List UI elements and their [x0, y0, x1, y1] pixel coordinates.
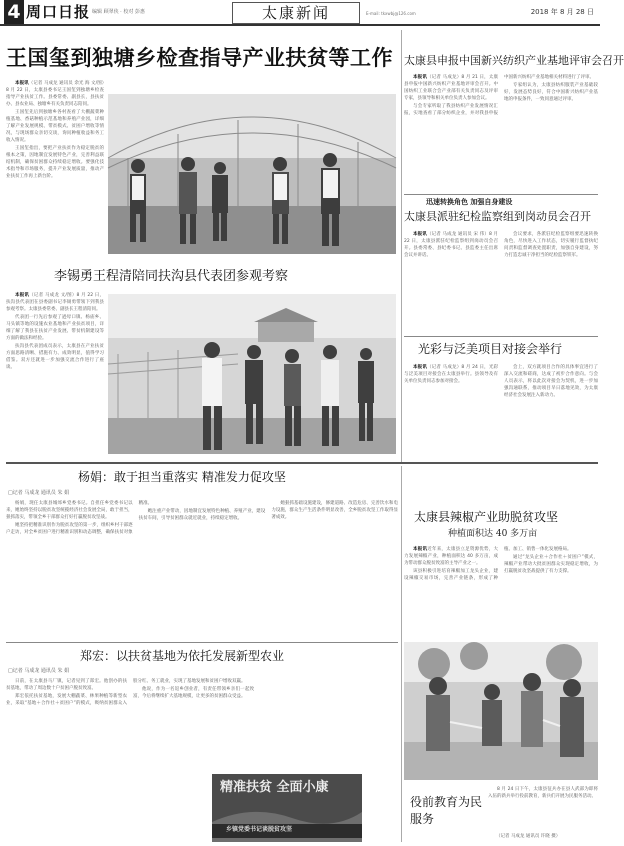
story-7-byline: □记者 马成龙 通讯员 朱 娟 — [8, 668, 70, 674]
story-9-headline: 役前教育为民服务 — [410, 795, 483, 826]
banner-subtitle: 乡镇党委书记谈脱贫攻坚 — [226, 826, 293, 833]
masthead — [0, 0, 600, 26]
story-2-byline: 本报讯 — [15, 293, 30, 298]
story-9-photo-recruits-service — [404, 642, 598, 780]
story-8-byline: 本报讯 — [413, 547, 428, 552]
newspaper-name: 周口日报 — [26, 3, 91, 21]
divider — [404, 194, 598, 195]
editor-credits: 编辑 顾翠侠 · 校对 彭惠 — [92, 9, 145, 15]
section-title: 太康新闻 — [232, 2, 360, 24]
story-4-body: 本报讯（记者 马成龙 通讯员 宋 伟）8 月 22 日，太康县派驻纪检监察组到岗动员会召开。县委常委、县纪委书记、县监委主任出席会议并讲话。 会议要求，各派驻纪检监察组要迅速转换角色，尽快进入工作状态，切实履行监督执纪问责和监督调查处置职责，加强自身建设，努力打造忠诚干净担当的纪检监察铁军。 — [404, 232, 598, 258]
story-6-byline: □记者 马成龙 通讯员 朱 娟 — [8, 490, 70, 496]
story-2-headline: 李锡勇王程清陪同扶沟县代表团参观考察 — [54, 269, 289, 284]
page-number: 4 — [4, 0, 24, 24]
story-4-kicker: 迅速转换角色 加强自身建设 — [426, 198, 513, 206]
story-8-body: 本报讯近年来，太康县立足资源优势，大力发展辣椒产业，种植面积达 40 多万亩，成为带动群众脱贫致富的主导产业之一。 该县积极引进培育辣椒加工龙头企业，建设辣椒交易市场，完善产业链条，形成了种植、加工、销售一体化发展格局。 通过“龙头企业＋合作社＋贫困户”模式，辣椒产业带动大批贫困群众实现稳定增收，为打赢脱贫攻坚战提供了有力支撑。 — [404, 547, 598, 581]
lead-byline: 本报讯 — [15, 81, 29, 86]
story-5-byline: 本报讯 — [413, 365, 428, 370]
divider — [6, 462, 598, 464]
story-9-caption: 8 月 24 日下午，太康县征兵办在县人武部为即将入伍的新兵举行役前教育，新兵们开展为民服务活动。 — [488, 787, 598, 799]
contact-email: E-mail: tkxwbj@126.com — [366, 11, 416, 16]
divider — [404, 336, 598, 337]
story-8-subhead: 种植面积达 40 多万亩 — [448, 529, 538, 539]
story-2-body: 本报讯（记者 马成龙 文/图）8 月 22 日，扶沟县代表团在县委副书记李锡勇带领下到我县参观考察。太康县委常委、副县长王程清陪同。 代表团一行先后参观了逊母口镇、杨庙乡、马头镇等地的设施农业基地和产业扶贫项目，详细了解了我县在扶贫产业发展、带贫机制建设等方面的做法和经验。 扶沟县代表团成员表示，太康县在产业扶贫方面思路清晰、措施有力、成效明显，值得学习借鉴。双方还就进一步加强交流合作进行了座谈。 — [6, 293, 104, 370]
story-4-byline: 本报讯 — [413, 232, 427, 237]
lead-article-body: 本报讯（记者 马成龙 通讯员 余光 海 文/图）8 月 22 日，太康县委书记王国玺到独塘乡检查指导产业扶贫工作。县委常委、副县长，县扶贫办、县农业局、独塘乡有关负责同志陪同。 王国玺先后到独塘乡各村查看了大棚蔬菜种植基地、香菇种植示范基地和养殖产业园，详细了解产业发展规模、带贫模式、贫困户增收等情况，与现场群众亲切交谈，询问种植收益和务工收入情况。 王国玺指出，要把产业扶贫作为稳定脱贫的根本之策，因地制宜发展特色产业，完善利益联结机制，确保贫困群众持续稳定增收。要强化技术指导和市场服务，提升产业发展质量，推动产业扶贫工作再上新台阶。 — [6, 81, 105, 179]
column-divider — [401, 466, 402, 842]
divider — [6, 642, 398, 643]
story-3-body: 本报讯（记者 马成龙）8 月 21 日，太康县申报中国新兴纺织产业基地评审会召开。中国纺织工业联合会产业部有关负责同志及评审专家，县领导和相关单位负责人参加会议。 与会专家听取了我县纺织产业发展情况汇报，实地查看了部分纺织企业，并对我县申报中国新兴纺织产业基地相关材料进行了评审。 专家组认为，太康县纺织服装产业基础较好，发展态势良好，符合中国新兴纺织产业基地的申报条件，一致同意通过评审。 — [404, 75, 598, 116]
story-7-body: 日前，在太康县马厂镇，记者见到了郑宏。他创办的扶贫基地，带动了周边数十户贫困户脱贫致富。 郑宏依托扶贫基地，发展大棚蔬菜、林果种植等新型农业，采取“基地＋合作社＋贫困户”的模式，吸纳贫困群众入股分红、务工就业，实现了基地发展和贫困户增收双赢。 他说，作为一名返乡创业者，有责任带领乡亲们一起致富，今后将继续扩大基地规模，让更多的贫困群众受益。 — [6, 679, 254, 706]
story-6-body: 杨娟，现任太康县城郊乡党委书记。自担任乡党委书记以来，她始终坚持以脱贫攻坚统揽经济社会发展全局，敢于担当，狠抓落实，带领全乡干部群众打好打赢脱贫攻坚战。 她坚持把精准识别作为脱贫攻坚的第一步，组织乡村干部逐户走访，对全乡贫困户进行精准识别和动态调整，确保扶贫对象精准。 她注重产业带动，因地制宜发展特色种植、养殖产业，建设扶贫车间，引导贫困群众就近就业，持续稳定增收。 她狠抓基础设施建设，修建道路、改造危房、完善饮水和电力设施，群众生产生活条件明显改善，全乡脱贫攻坚工作取得显著成效。 — [6, 501, 398, 535]
story-3-byline: 本报讯 — [413, 75, 428, 80]
story-2-photo-delegation-visit — [108, 294, 396, 454]
story-8-headline: 太康县辣椒产业助脱贫攻坚 — [414, 510, 559, 524]
story-5-body: 本报讯（记者 马成龙）8 月 24 日，光彩与泛美项目对接会在太康县举行。县领导及有关单位负责同志参加对接会。 会上，双方就项目合作的具体事宜进行了深入交流和磋商，达成了初步合作意向。与会人员表示，将以此次对接会为契机，进一步加强沟通联系，推动项目早日落地见效，为太康经济社会发展注入新动力。 — [404, 365, 598, 398]
banner-title: 精准扶贫 全面小康 — [220, 780, 329, 795]
story-6-headline: 杨娟：敢于担当重落实 精准发力促攻坚 — [78, 470, 286, 484]
story-7-headline: 郑宏：以扶贫基地为依托发展新型农业 — [80, 649, 285, 663]
story-5-headline: 光彩与泛美项目对接会举行 — [418, 342, 563, 356]
story-9-credit: （记者 马成龙 通讯员 许晓 摄） — [496, 834, 561, 839]
story-3-headline: 太康县申报中国新兴纺织产业基地评审会召开 — [404, 54, 624, 67]
issue-date: 2018 年 8 月 28 日 — [530, 8, 594, 16]
lead-headline: 王国玺到独塘乡检查指导产业扶贫等工作 — [6, 45, 393, 70]
lead-photo-greenhouse-inspection — [108, 94, 396, 254]
column-divider — [401, 30, 402, 462]
story-4-headline: 太康县派驻纪检监察组到岗动员会召开 — [404, 210, 591, 223]
